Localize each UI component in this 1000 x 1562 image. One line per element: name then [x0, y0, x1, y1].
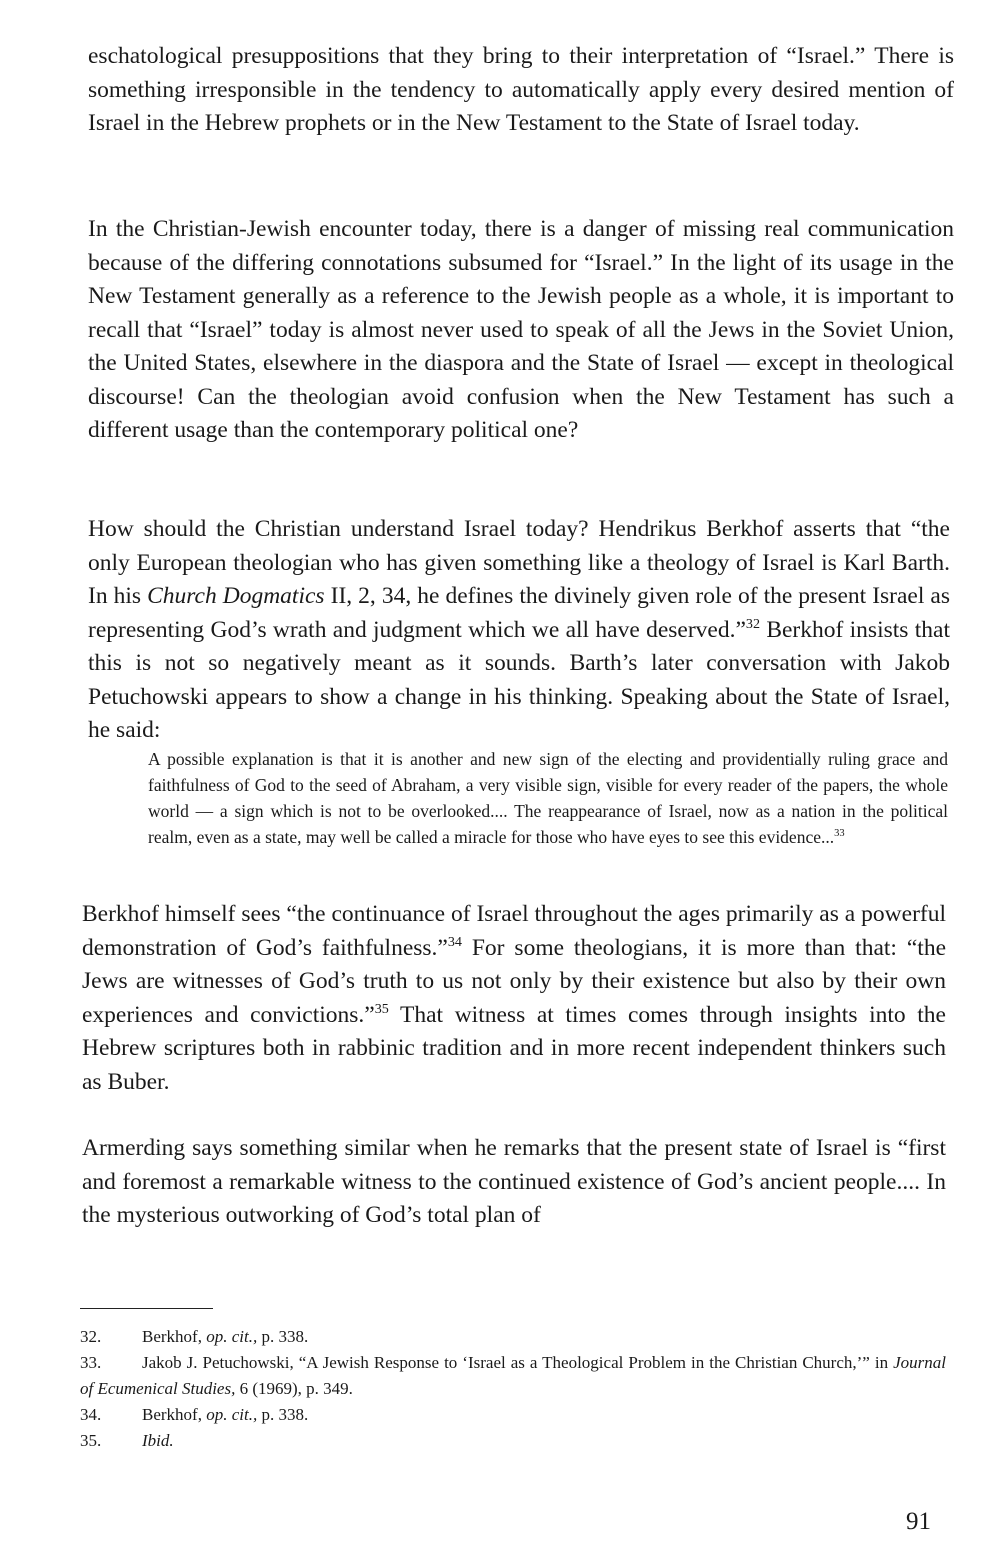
footnote-text: Berkhof, [142, 1327, 207, 1346]
paragraph-4 [82, 898, 946, 1099]
footnote-32 [80, 1324, 946, 1350]
footnote-ref-34: 34 [447, 933, 462, 950]
paragraph-4-text-b: For some theologians, it is more than that: “the Jews are witnesses of God’s truth to us not only by their existence but also by their own experiences and convictions.” [82, 934, 946, 1028]
footnote-ref-32: 32 [745, 615, 760, 632]
footnote-number: 34. [80, 1405, 102, 1424]
paragraph-5: Armerding says something similar when he remarks that the present state of Israel is “first and foremost a remarkable witness to the continued existence of God’s ancient people.... In the mysterious outworking of God’s total plan of [82, 1135, 946, 1228]
book-title-church-dogmatics: Church Dogmatics [147, 583, 325, 609]
footnote-35 [80, 1428, 946, 1454]
footnote-33 [80, 1350, 946, 1402]
footnote-text: Berkhof, [142, 1405, 207, 1424]
paragraph-1: eschatological presuppositions that they bring to their interpretation of “Israel.” There is something irresponsible in the tendency to automatically apply every desired mention of Israel in the Hebrew prophets or in the New Testament to the State of Israel today. [88, 43, 954, 136]
footnote-tail: p. 338. [257, 1327, 309, 1346]
page-number: 91 [906, 1508, 931, 1535]
footnote-italic: op. cit., [206, 1405, 258, 1424]
paragraph-3-text-a: How should the Christian understand Israel today? Hendrikus Berkhof asserts that “the only European theologian who has given something like a theology of Israel is Karl Barth. In his [88, 516, 950, 609]
block-quote-text: A possible explanation is that it is another and new sign of the electing and providentially ruling grace and faithfulness of God to the seed of Abraham, a very visible sign, visible for every reader of the papers, the whole world — a sign which is not to be overlooked.... The reappearance of Israel, now as a nation in the political realm, even as a state, may well be called a miracle for those who have eyes to see this evidence... [148, 749, 948, 847]
footnotes [80, 1324, 946, 1454]
paragraph-2: In the Christian-Jewish encounter today, there is a danger of missing real communication because of the differing connotations subsumed for “Israel.” In the light of its usage in the New Testament generally as a reference to the Jewish people as a whole, it is important to recall that “Israel” today is almost never used to speak of all the Jews in the Soviet Union, the United States, elsewhere in the diaspora and the State of Israel — except in theological discourse! Can the theologian avoid confusion when the New Testament has such a different usage than the contemporary political one? [88, 216, 954, 443]
footnote-separator [80, 1308, 213, 1309]
footnote-tail: 6 (1969), p. 349. [235, 1379, 353, 1398]
footnote-tail: p. 338. [257, 1405, 309, 1424]
paragraph-3-text-c: Berkhof insists that this is not so negatively meant as it sounds. Barth’s later conversation with Jakob Petuchowski appears to show a change in his thinking. Speaking about the State of Israel, he said: [88, 616, 950, 743]
footnote-number: 32. [80, 1327, 102, 1346]
paragraph-4-text-a: Berkhof himself sees “the continuance of Israel throughout the ages primarily as a powerful demonstration of God’s faithfulness.” [82, 901, 946, 961]
paragraph-4-text-c: That witness at times comes through insights into the Hebrew scriptures both in rabbinic tradition and in more recent independent thinkers such as Buber. [82, 1001, 946, 1095]
footnote-italic: Ibid. [142, 1431, 174, 1450]
footnote-ref-33: 33 [834, 828, 845, 840]
paragraph-3 [88, 513, 950, 748]
footnote-text: Jakob J. Petuchowski, “A Jewish Response to ‘Israel as a Theological Problem in the Christian Church,’” in [142, 1353, 894, 1372]
footnote-ref-35: 35 [374, 1000, 389, 1017]
block-quote [148, 746, 948, 850]
footnote-number: 35. [80, 1431, 102, 1450]
footnote-34 [80, 1402, 946, 1428]
footnote-italic: op. cit., [206, 1327, 258, 1346]
paragraph-3-text-b: II, 2, 34, he defines the divinely given role of the present Israel as representing God’s wrath and judgment which we all have deserved.” [88, 583, 951, 643]
footnote-italic: Journal of Ecumenical Studies, [80, 1353, 946, 1398]
footnote-number: 33. [80, 1353, 102, 1372]
